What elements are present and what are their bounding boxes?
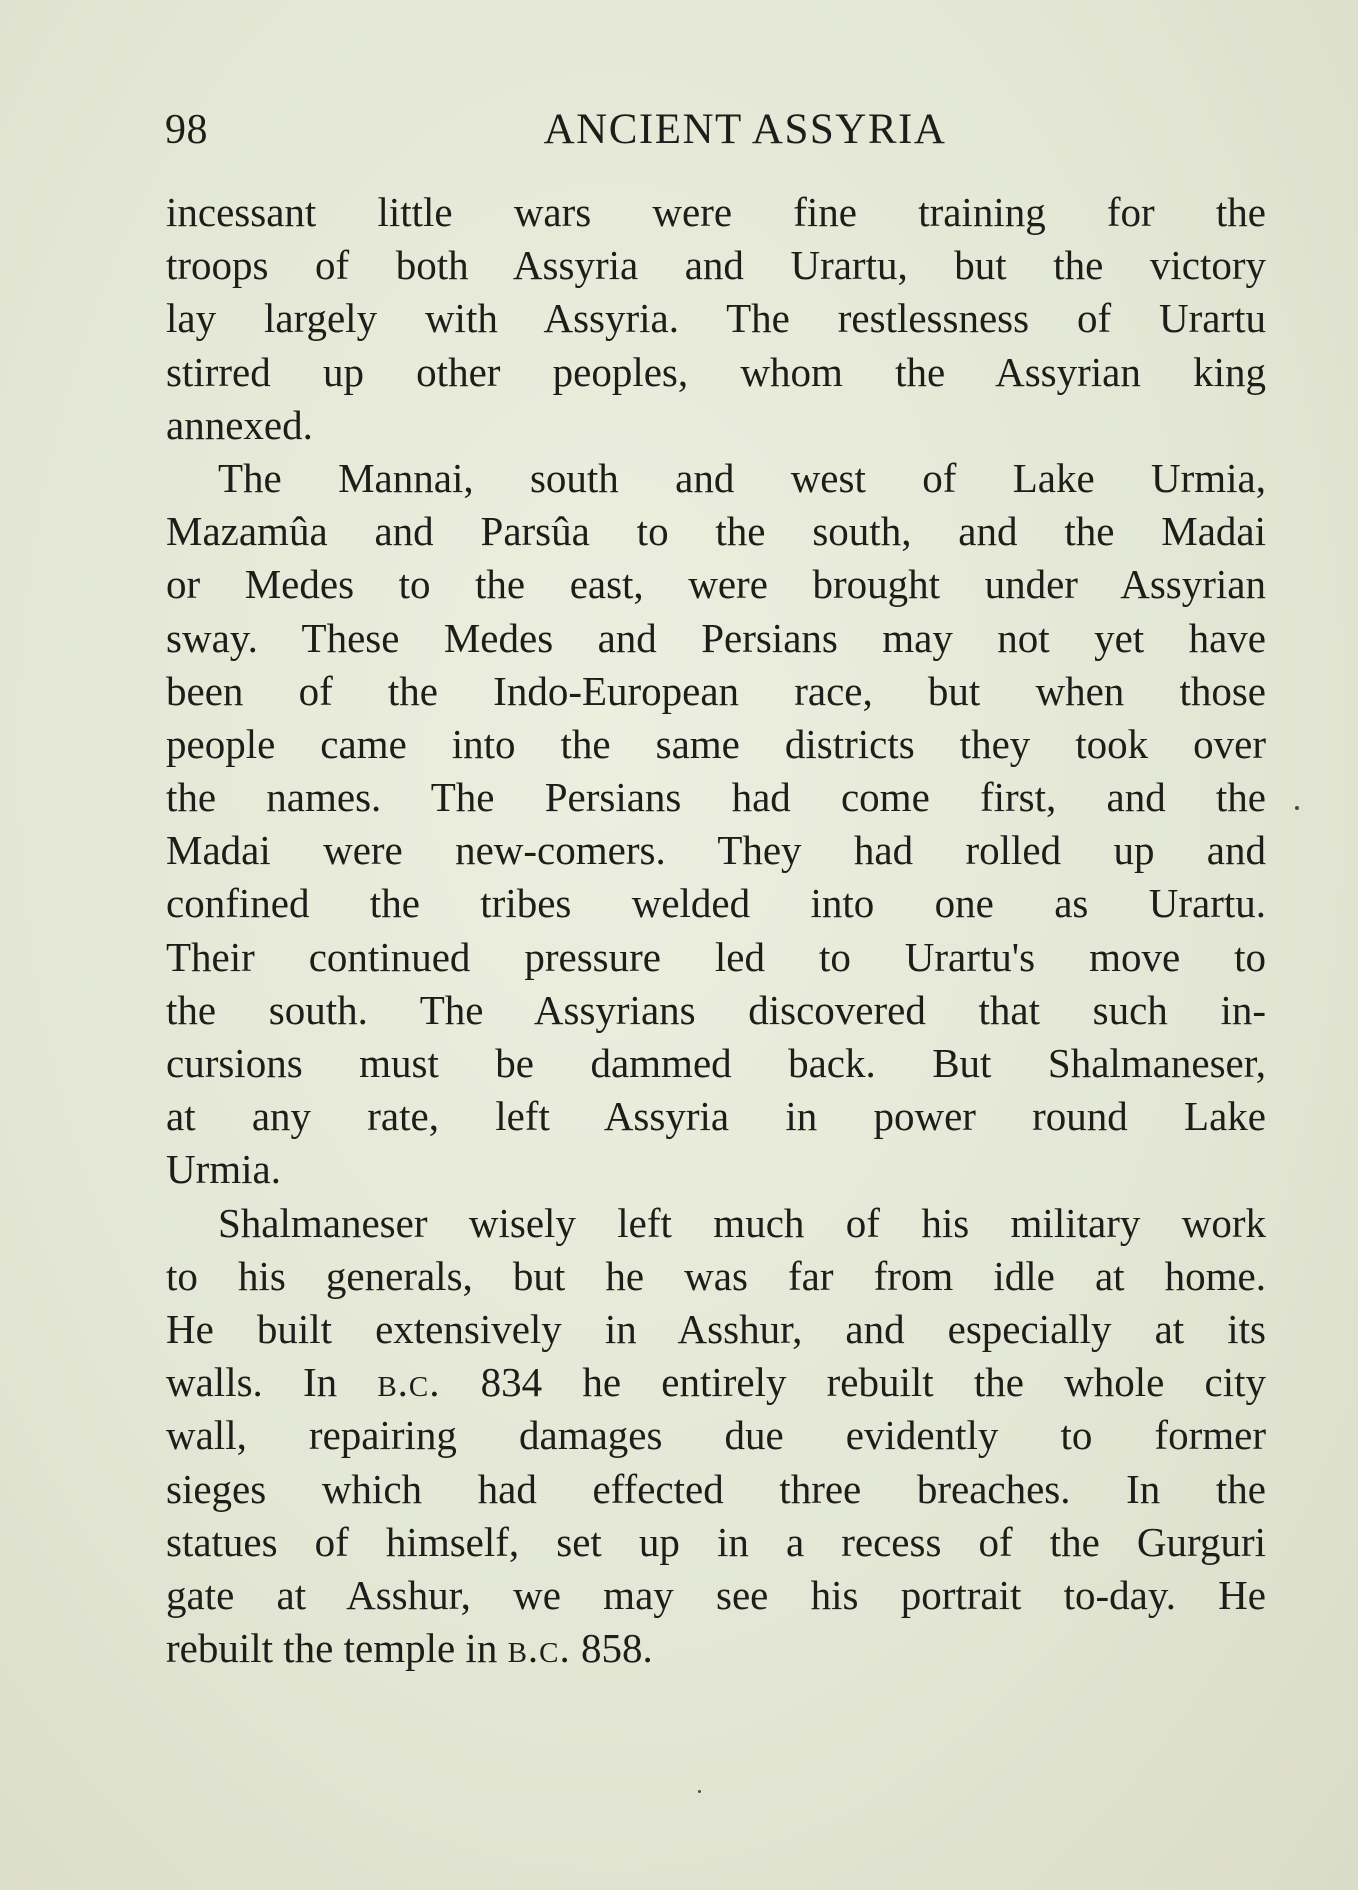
text-line: wall, repairing damages due evidently to former [166,1412,1266,1459]
text-line: Urmia. [166,1146,281,1193]
text-line: annexed. [166,401,313,448]
paragraph-2 [166,452,1266,1197]
text-line: Their continued pressure led to Urartu's move to [166,933,1266,980]
paper-speck [698,1790,701,1793]
text-line [166,1356,1266,1409]
running-head [165,100,1265,160]
text-line: or Medes to the east, were brought under Assyrian [166,561,1266,608]
text-line: He built extensively in Asshur, and especially at its [166,1305,1266,1352]
text-segment: 858. [570,1625,653,1672]
text-line: statues of himself, set up in a recess of the Gurguri [166,1518,1266,1565]
text-segment: rebuilt the temple in [166,1625,508,1672]
text-line: to his generals, but he was far from idle at home. [166,1252,1266,1299]
text-line: at any rate, left Assyria in power round Lake [166,1093,1266,1140]
text-line: Shalmaneser wisely left much of his military work [218,1199,1266,1246]
era-abbreviation: b.c. [377,1359,441,1406]
text-segment: walls. In [166,1359,378,1406]
text-line [166,1622,1266,1675]
text-line: cursions must be dammed back. But Shalmaneser, [166,1040,1266,1086]
text-line: incessant little wars were fine training for the [166,189,1266,235]
text-line: Madai were new-comers. They had rolled up and [166,827,1266,874]
text-line: gate at Asshur, we may see his portrait to-day. He [166,1571,1266,1618]
text-line: Mazamûa and Parsûa to the south, and the Madai [166,508,1266,555]
text-line: sieges which had effected three breaches. In the [166,1465,1266,1512]
text-line: troops of both Assyria and Urartu, but the victory [166,242,1266,289]
running-title: ANCIENT ASSYRIA [543,106,947,153]
text-line: lay largely with Assyria. The restlessness of Urartu [166,295,1266,342]
text-line: the south. The Assyrians discovered that such in- [166,986,1266,1033]
era-abbreviation: b.c. [507,1625,571,1672]
paragraph-3 [166,1197,1266,1676]
text-line: stirred up other peoples, whom the Assyrian king [166,348,1266,395]
text-line: the names. The Persians had come first, and the [166,774,1266,821]
body-text [166,186,1266,1675]
paper-speck [1295,806,1299,810]
text-line: people came into the same districts they took over [166,720,1266,767]
paragraph-1 [166,186,1266,452]
page-number: 98 [165,107,208,153]
text-line: been of the Indo-European race, but when those [166,667,1266,714]
text-line: The Mannai, south and west of Lake Urmia, [218,454,1266,501]
text-line: sway. These Medes and Persians may not yet have [166,614,1266,661]
text-segment: 834 he entirely rebuilt the whole city [440,1359,1266,1406]
text-line: confined the tribes welded into one as Urartu. [166,880,1266,927]
